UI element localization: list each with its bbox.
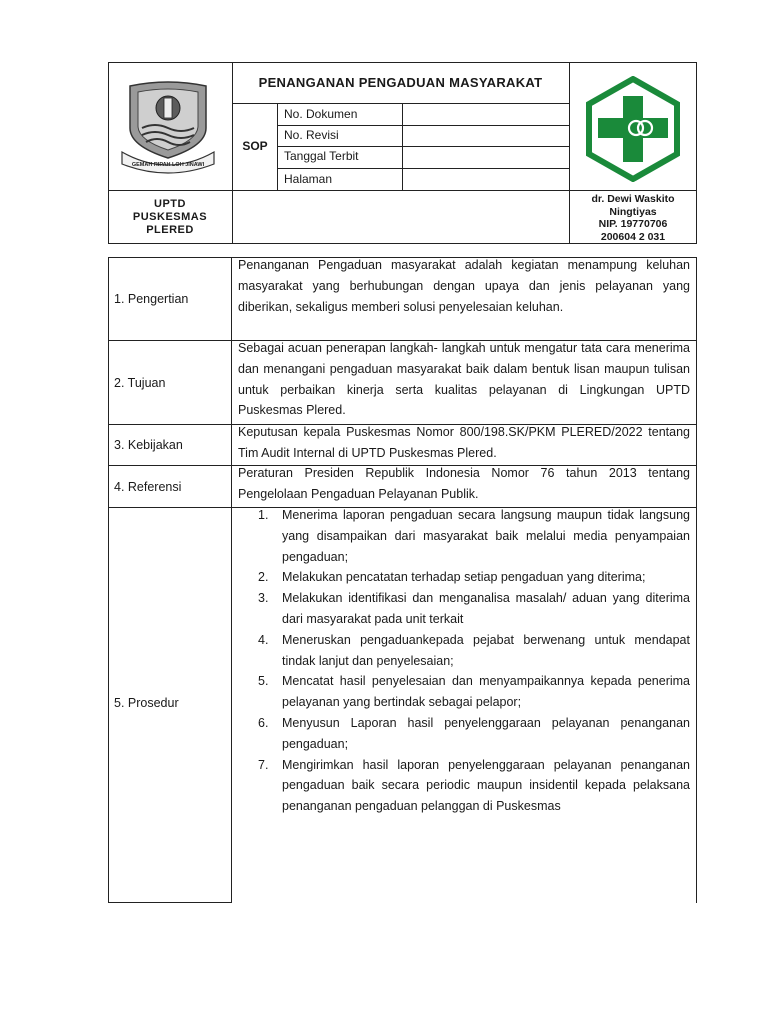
section-text-kebijakan: Keputusan kepala Puskesmas Nomor 800/198.SK/PKM PLERED/2022 tentang Tim Audit Internal di UPTD Puskesmas Plered. [238, 425, 690, 460]
regency-logo [116, 78, 220, 178]
procedure-list [238, 505, 690, 817]
step-number: 4. [258, 632, 269, 647]
meta-label-no-dokumen: No. Dokumen [284, 107, 358, 121]
step-number: 6. [258, 715, 269, 730]
step-text: Menerima laporan pengaduan secara langsung maupun tidak langsung yang disampaikan dari masyarakat baik melalui media penyampaian pengaduan; [282, 508, 690, 564]
unit-name [108, 198, 232, 237]
section-label-referensi: 4. Referensi [114, 479, 182, 494]
signatory-nip-1: NIP. 19770706 [598, 218, 668, 230]
puskesmas-logo [580, 76, 686, 182]
step-number: 3. [258, 591, 269, 606]
signatory-name-2: Ningtiyas [609, 205, 657, 218]
unit-line-2: PUSKESMAS [132, 211, 208, 223]
document-title: PENANGANAN PENGADUAN MASYARAKAT [258, 75, 543, 90]
section-text-referensi: Peraturan Presiden Republik Indonesia Nomor 76 tahun 2013 tentang Pengelolaan Pengaduan Pelayanan Publik. [238, 466, 690, 501]
meta-label-no-revisi: No. Revisi [284, 128, 339, 142]
signatory-name-1: dr. Dewi Waskito [591, 193, 675, 205]
section-text-tujuan: Sebagai acuan penerapan langkah- langkah untuk mengatur tata cara menerima dan menangani pengaduan masyarakat baik dalam bentuk lisan maupun tulisan untuk perbaikan kinerja serta kualitas pelayanan di Lingkungan UPTD Puskesmas Plered. [238, 341, 690, 418]
procedure-step [238, 671, 690, 713]
section-label-tujuan: 2. Tujuan [114, 375, 166, 390]
section-label-kebijakan: 3. Kebijakan [114, 438, 183, 452]
step-text: Melakukan identifikasi dan menganalisa masalah/ aduan yang diterima dari masyarakat pada unit terkait [282, 591, 690, 626]
meta-label-tanggal-terbit: Tanggal Terbit [284, 149, 359, 163]
step-number: 1. [258, 508, 269, 522]
procedure-step [238, 713, 690, 755]
meta-label-halaman: Halaman [284, 172, 333, 186]
step-text: Mencatat hasil penyelesaian dan menyampaikannya kepada penerima pelayanan yang bertindak sebagai pelapor; [282, 674, 690, 710]
svg-text:GEMAH RIPAH LOH JINAWI: GEMAH RIPAH LOH JINAWI [131, 162, 205, 168]
procedure-step [238, 505, 690, 567]
step-number: 5. [258, 674, 269, 689]
signatory [570, 193, 696, 243]
unit-line-3: PLERED [146, 224, 194, 236]
step-number: 2. [258, 570, 269, 585]
section-text-pengertian: Penanganan Pengaduan masyarakat adalah kegiatan menampung keluhan masyarakat yang berhubungan dengan upaya dan jenis pelayanan yang diberikan, sekaligus memberi solusi penyelesaian keluhan. [238, 258, 690, 314]
unit-line-1: UPTD [154, 198, 186, 210]
procedure-step [238, 630, 690, 672]
section-label-prosedur: 5. Prosedur [114, 696, 179, 710]
procedure-step [238, 588, 690, 630]
step-number: 7. [258, 757, 269, 772]
sop-label: SOP [242, 139, 268, 153]
step-text: Meneruskan pengaduankepada pejabat berwenang untuk mendapat tindak lanjut dan penyelesaian; [282, 632, 690, 668]
step-text: Menyusun Laporan hasil penyelenggaraan pelayanan penanganan pengaduan; [282, 715, 690, 751]
procedure-step [238, 755, 690, 817]
section-label-pengertian: 1. Pengertian [114, 292, 189, 306]
step-text: Mengirimkan hasil laporan penyelenggaraan pelayanan penanganan pengaduan baik secara periodic maupun insidentil kepada pelaksana penanganan pengaduan pelanggan di Puskesmas [282, 757, 690, 814]
step-text: Melakukan pencatatan terhadap setiap pengaduan yang diterima; [282, 570, 646, 585]
procedure-step [238, 567, 690, 588]
signatory-nip-2: 200604 2 031 [600, 230, 666, 243]
